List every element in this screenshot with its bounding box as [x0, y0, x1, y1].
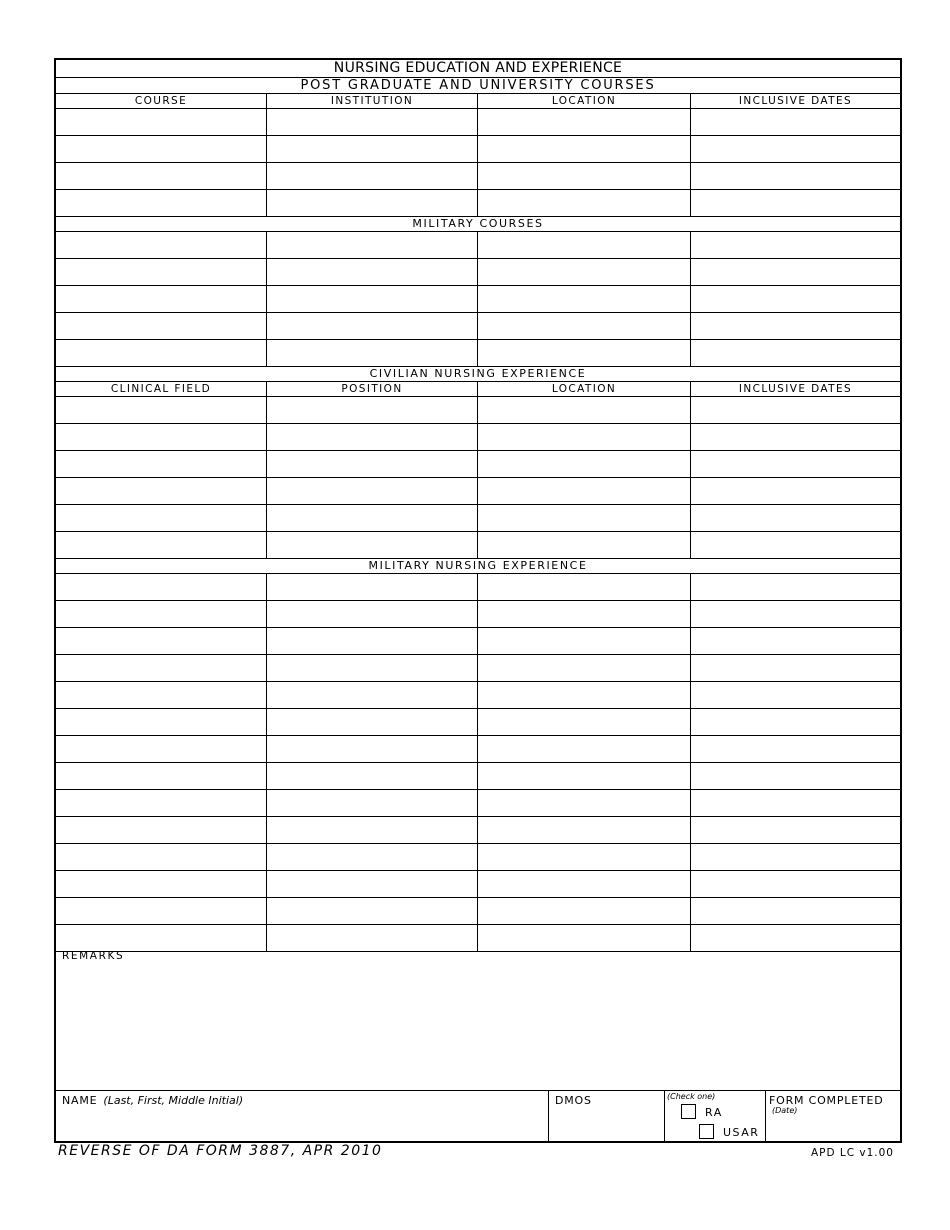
table-row — [56, 451, 900, 478]
table-row — [56, 898, 900, 925]
table-cell[interactable] — [690, 136, 900, 162]
table-cell[interactable] — [266, 163, 477, 189]
table-cell[interactable] — [477, 574, 690, 600]
table-cell[interactable] — [477, 109, 690, 135]
remarks-box[interactable] — [56, 949, 900, 1091]
table-cell[interactable] — [477, 925, 690, 951]
table-cell[interactable] — [477, 763, 690, 789]
table-cell[interactable] — [477, 424, 690, 450]
table-cell[interactable] — [266, 313, 477, 339]
usar-checkbox[interactable] — [699, 1124, 714, 1139]
postgrad-section-title: POST GRADUATE AND UNIVERSITY COURSES — [56, 78, 900, 94]
table-cell[interactable] — [266, 682, 477, 708]
table-cell[interactable] — [690, 505, 900, 531]
table-cell[interactable] — [266, 817, 477, 843]
form-title: NURSING EDUCATION AND EXPERIENCE — [56, 60, 900, 78]
table-cell[interactable] — [56, 109, 266, 135]
table-row — [56, 736, 900, 763]
table-cell[interactable] — [266, 397, 477, 423]
table-cell[interactable] — [690, 397, 900, 423]
civilian-section-title: CIVILIAN NURSING EXPERIENCE — [56, 367, 900, 382]
table-row — [56, 478, 900, 505]
table-cell[interactable] — [477, 286, 690, 312]
table-cell[interactable] — [56, 190, 266, 216]
table-row — [56, 844, 900, 871]
table-cell[interactable] — [477, 313, 690, 339]
table-cell[interactable] — [690, 313, 900, 339]
table-cell[interactable] — [690, 736, 900, 762]
table-cell[interactable] — [477, 817, 690, 843]
table-cell[interactable] — [477, 736, 690, 762]
table-cell[interactable] — [690, 601, 900, 627]
table-cell[interactable] — [56, 259, 266, 285]
table-row — [56, 709, 900, 736]
table-cell[interactable] — [477, 844, 690, 870]
table-cell[interactable] — [690, 817, 900, 843]
table-cell[interactable] — [266, 763, 477, 789]
table-cell[interactable] — [477, 532, 690, 558]
table-cell[interactable] — [56, 655, 266, 681]
header-position: POSITION — [266, 382, 477, 396]
table-cell[interactable] — [477, 163, 690, 189]
table-row — [56, 190, 900, 217]
table-row — [56, 163, 900, 190]
table-cell[interactable] — [56, 898, 266, 924]
table-cell[interactable] — [477, 451, 690, 477]
table-row — [56, 601, 900, 628]
table-cell[interactable] — [477, 397, 690, 423]
table-cell[interactable] — [266, 628, 477, 654]
table-cell[interactable] — [690, 340, 900, 366]
table-row — [56, 505, 900, 532]
table-cell[interactable] — [690, 763, 900, 789]
table-row — [56, 259, 900, 286]
check-one-hint: (Check one) — [667, 1092, 716, 1101]
table-cell[interactable] — [266, 424, 477, 450]
dmos-field[interactable] — [548, 1091, 664, 1141]
table-row — [56, 655, 900, 682]
header-location: LOCATION — [477, 382, 690, 396]
table-cell[interactable] — [56, 451, 266, 477]
military-nursing-section-title: MILITARY NURSING EXPERIENCE — [56, 559, 900, 574]
table-row — [56, 790, 900, 817]
table-cell[interactable] — [56, 232, 266, 258]
form-completed-date-hint: (Date) — [772, 1106, 798, 1115]
table-cell[interactable] — [690, 574, 900, 600]
usar-label: USAR — [723, 1126, 760, 1139]
table-cell[interactable] — [266, 844, 477, 870]
header-location: LOCATION — [477, 94, 690, 108]
table-cell[interactable] — [690, 478, 900, 504]
table-cell[interactable] — [266, 871, 477, 897]
form-identifier: REVERSE OF DA FORM 3887, APR 2010 — [58, 1143, 383, 1159]
table-cell[interactable] — [266, 259, 477, 285]
table-cell[interactable] — [690, 898, 900, 924]
table-cell[interactable] — [690, 532, 900, 558]
table-row — [56, 574, 900, 601]
name-label: NAME — [62, 1094, 98, 1107]
ra-checkbox[interactable] — [681, 1104, 696, 1119]
table-cell[interactable] — [266, 574, 477, 600]
table-cell[interactable] — [477, 478, 690, 504]
form-completed-label: FORM COMPLETED — [769, 1094, 884, 1107]
table-cell[interactable] — [266, 898, 477, 924]
table-cell[interactable] — [56, 682, 266, 708]
dmos-label: DMOS — [555, 1094, 592, 1107]
table-cell[interactable] — [56, 736, 266, 762]
table-cell[interactable] — [266, 451, 477, 477]
table-row — [56, 682, 900, 709]
table-cell[interactable] — [56, 817, 266, 843]
table-cell[interactable] — [477, 601, 690, 627]
table-cell[interactable] — [477, 898, 690, 924]
table-row — [56, 628, 900, 655]
table-cell[interactable] — [56, 163, 266, 189]
table-cell[interactable] — [690, 190, 900, 216]
table-row — [56, 817, 900, 844]
table-cell[interactable] — [56, 871, 266, 897]
table-cell[interactable] — [266, 925, 477, 951]
table-cell[interactable] — [690, 682, 900, 708]
table-row — [56, 286, 900, 313]
table-cell[interactable] — [56, 397, 266, 423]
table-cell[interactable] — [477, 505, 690, 531]
table-row — [56, 232, 900, 259]
table-cell[interactable] — [266, 286, 477, 312]
table-cell[interactable] — [266, 109, 477, 135]
table-cell[interactable] — [56, 505, 266, 531]
table-cell[interactable] — [56, 532, 266, 558]
table-row — [56, 532, 900, 559]
table-row — [56, 340, 900, 367]
table-cell[interactable] — [266, 505, 477, 531]
table-cell[interactable] — [690, 709, 900, 735]
table-cell[interactable] — [56, 628, 266, 654]
table-cell[interactable] — [266, 532, 477, 558]
header-inclusive-dates: INCLUSIVE DATES — [690, 94, 900, 108]
table-cell[interactable] — [266, 190, 477, 216]
table-cell[interactable] — [477, 136, 690, 162]
table-cell[interactable] — [690, 109, 900, 135]
table-cell[interactable] — [690, 655, 900, 681]
table-cell[interactable] — [56, 601, 266, 627]
nursing-form — [54, 58, 902, 1143]
remarks-label: REMARKS — [62, 950, 125, 962]
table-cell[interactable] — [266, 601, 477, 627]
postgrad-header-row — [56, 94, 900, 109]
table-row — [56, 397, 900, 424]
table-cell[interactable] — [690, 163, 900, 189]
table-cell[interactable] — [56, 574, 266, 600]
name-field[interactable] — [56, 1091, 548, 1141]
table-cell[interactable] — [690, 232, 900, 258]
table-cell[interactable] — [56, 790, 266, 816]
table-cell[interactable] — [56, 136, 266, 162]
table-row — [56, 424, 900, 451]
table-cell[interactable] — [266, 790, 477, 816]
table-cell[interactable] — [56, 340, 266, 366]
table-cell[interactable] — [690, 790, 900, 816]
table-cell[interactable] — [690, 925, 900, 951]
ra-label: RA — [705, 1106, 723, 1119]
header-course: COURSE — [134, 95, 188, 107]
table-cell[interactable] — [690, 451, 900, 477]
table-cell[interactable] — [266, 232, 477, 258]
table-cell[interactable] — [477, 340, 690, 366]
table-cell[interactable] — [56, 844, 266, 870]
table-cell[interactable] — [477, 655, 690, 681]
table-row — [56, 925, 900, 952]
table-cell[interactable] — [690, 286, 900, 312]
header-clinical-field: CLINICAL FIELD — [110, 383, 212, 395]
table-cell[interactable] — [266, 136, 477, 162]
table-cell[interactable] — [477, 682, 690, 708]
table-cell[interactable] — [56, 925, 266, 951]
table-cell[interactable] — [477, 232, 690, 258]
table-cell[interactable] — [56, 478, 266, 504]
table-cell[interactable] — [266, 478, 477, 504]
table-row — [56, 109, 900, 136]
table-cell[interactable] — [477, 871, 690, 897]
table-row — [56, 313, 900, 340]
table-cell[interactable] — [690, 628, 900, 654]
table-cell[interactable] — [690, 259, 900, 285]
table-cell[interactable] — [477, 190, 690, 216]
table-cell[interactable] — [56, 709, 266, 735]
table-cell[interactable] — [690, 844, 900, 870]
header-institution: INSTITUTION — [266, 94, 477, 108]
civilian-header-row — [56, 382, 900, 397]
table-cell[interactable] — [56, 286, 266, 312]
table-cell[interactable] — [690, 871, 900, 897]
table-cell[interactable] — [266, 736, 477, 762]
table-cell[interactable] — [477, 790, 690, 816]
table-cell[interactable] — [266, 340, 477, 366]
table-cell[interactable] — [266, 709, 477, 735]
table-row — [56, 136, 900, 163]
table-cell[interactable] — [56, 763, 266, 789]
table-cell[interactable] — [477, 259, 690, 285]
form-completed-field[interactable] — [765, 1091, 900, 1141]
signature-row — [56, 1091, 900, 1141]
table-cell[interactable] — [56, 313, 266, 339]
military-courses-section-title: MILITARY COURSES — [56, 217, 900, 232]
component-check-group — [664, 1091, 765, 1141]
table-row — [56, 871, 900, 898]
table-row — [56, 763, 900, 790]
form-version: APD LC v1.00 — [810, 1147, 894, 1159]
table-cell[interactable] — [690, 424, 900, 450]
table-cell[interactable] — [266, 655, 477, 681]
table-cell[interactable] — [56, 424, 266, 450]
name-hint: (Last, First, Middle Initial) — [103, 1094, 244, 1107]
table-cell[interactable] — [477, 709, 690, 735]
table-cell[interactable] — [477, 628, 690, 654]
header-inclusive-dates: INCLUSIVE DATES — [690, 382, 900, 396]
